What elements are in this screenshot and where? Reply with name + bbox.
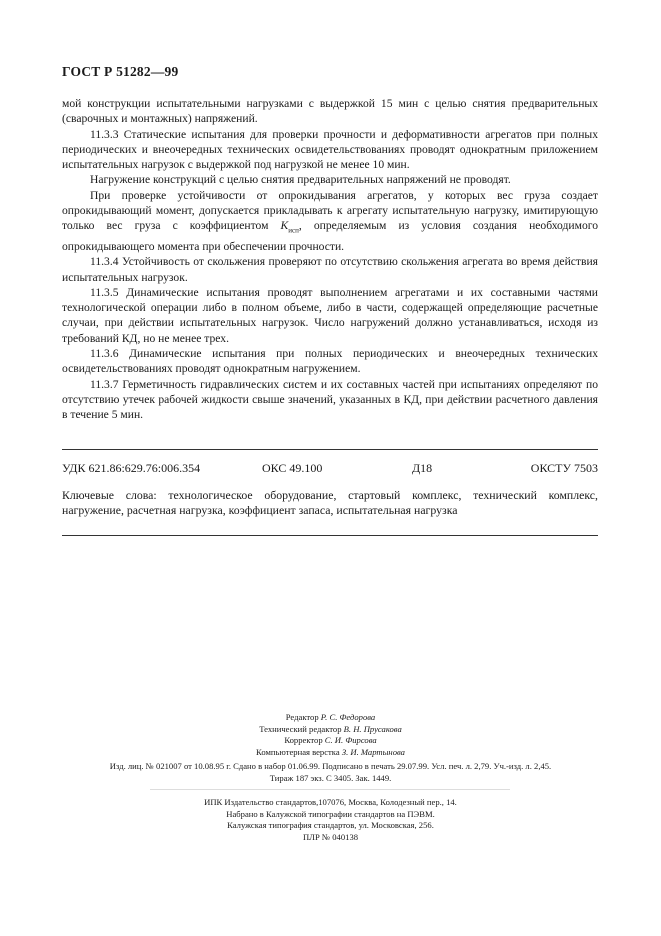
okstu-code: ОКСТУ 7503 bbox=[530, 461, 598, 475]
paragraph-text: При проверке устойчивости от опрокидывания агрегатов, у которых вес груза создает опрокидывающий момент, допускается прикладывать к агрегату испытательную нагрузку, имитирующую только вес груза с коэффициентом bbox=[62, 188, 598, 233]
paragraph: Нагружение конструкций с целью снятия предварительных напряжений не проводят. bbox=[90, 173, 511, 187]
coefficient-symbol: K bbox=[280, 219, 289, 233]
paragraph: мой конструкции испытательными нагрузками с выдержкой 15 мин с целью снятия предварительных (сварочных и монтажных) напряжений. bbox=[62, 97, 598, 126]
udc-code: УДК 621.86:629.76:006.354 bbox=[62, 461, 201, 475]
publisher-line: ИПК Издательство стандартов,107076, Москва, Колодезный пер., 14. bbox=[204, 797, 457, 807]
paragraph-overturning bbox=[62, 188, 598, 255]
document-header: ГОСТ Р 51282—99 bbox=[62, 64, 179, 79]
coefficient-subscript: исп bbox=[288, 226, 299, 235]
edition-line: Изд. лиц. № 021007 от 10.08.95 г. Сдано в набор 01.06.99. Подписано в печать 29.07.99. Усл. печ. л. 2,79. Уч.-изд. л. 2,45. bbox=[109, 761, 552, 771]
keywords: Ключевые слова: технологическое оборудование, стартовый комплекс, технический комплекс, нагружение, расчетная нагрузка, коэффициент запаса, испытательная нагрузка bbox=[62, 488, 598, 517]
edition-line: Тираж 187 экз. С 3405. Зак. 1449. bbox=[269, 772, 392, 783]
paragraph-text: , определяемым из условия создания необходимого опрокидывающего момента при обеспечении прочности. bbox=[62, 219, 599, 253]
publisher-info bbox=[0, 797, 661, 843]
paragraph-11-3-6: 11.3.6 Динамические испытания при полных периодических и внеочередных технических освидетельствованиях проводят однократным нагружением. bbox=[62, 347, 598, 376]
divider-small bbox=[150, 789, 510, 790]
publisher-line: Набрано в Калужской типографии стандартов на ПЭВМ. bbox=[226, 808, 435, 819]
paragraph-11-3-7: 11.3.7 Герметичность гидравлических систем и их составных частей при испытаниях определяют по отсутствию утечек рабочей жидкости свыше значений, указанных в КД, при действии расчетного давления в течение 5 мин. bbox=[62, 377, 598, 422]
credit-layout: Компьютерная верстка З. И. Мартынова bbox=[256, 746, 405, 757]
credits bbox=[0, 712, 661, 758]
credit-editor: Редактор Р. С. Федорова bbox=[285, 712, 376, 722]
divider-top bbox=[62, 449, 598, 450]
publisher-line: ПЛР № 040138 bbox=[302, 831, 359, 842]
oks-code: ОКС 49.100 bbox=[262, 461, 323, 475]
paragraph-11-3-4: 11.3.4 Устойчивость от скольжения проверяют по отсутствию скольжения агрегата во время действия испытательных нагрузок. bbox=[62, 255, 598, 284]
divider-bottom bbox=[62, 535, 598, 536]
body-text bbox=[62, 96, 598, 423]
credit-corrector: Корректор С. И. Фирсова bbox=[284, 735, 377, 746]
paragraph-11-3-5: 11.3.5 Динамические испытания проводят выполнением агрегатами и их составными частями технологической операции либо в полном объеме, либо в части, содержащей определяющие расчетные случаи, при действии испытательных нагрузок. Число нагружений должно устанавливаться, исходя из требований КД, но не менее трех. bbox=[62, 285, 598, 345]
edition-info bbox=[0, 761, 661, 784]
paragraph-11-3-3: 11.3.3 Статические испытания для проверки прочности и деформативности агрегатов при полных периодических и внеочередных технических освидетельствованиях проводят однократным приложением испытательных нагрузок с выдержкой под нагрузкой не менее 10 мин. bbox=[62, 127, 598, 172]
credit-tech-editor: Технический редактор В. Н. Прусакова bbox=[259, 723, 402, 734]
classification-row bbox=[62, 461, 598, 477]
publisher-line: Калужская типография стандартов, ул. Московская, 256. bbox=[227, 820, 434, 831]
group-code: Д18 bbox=[412, 461, 433, 475]
